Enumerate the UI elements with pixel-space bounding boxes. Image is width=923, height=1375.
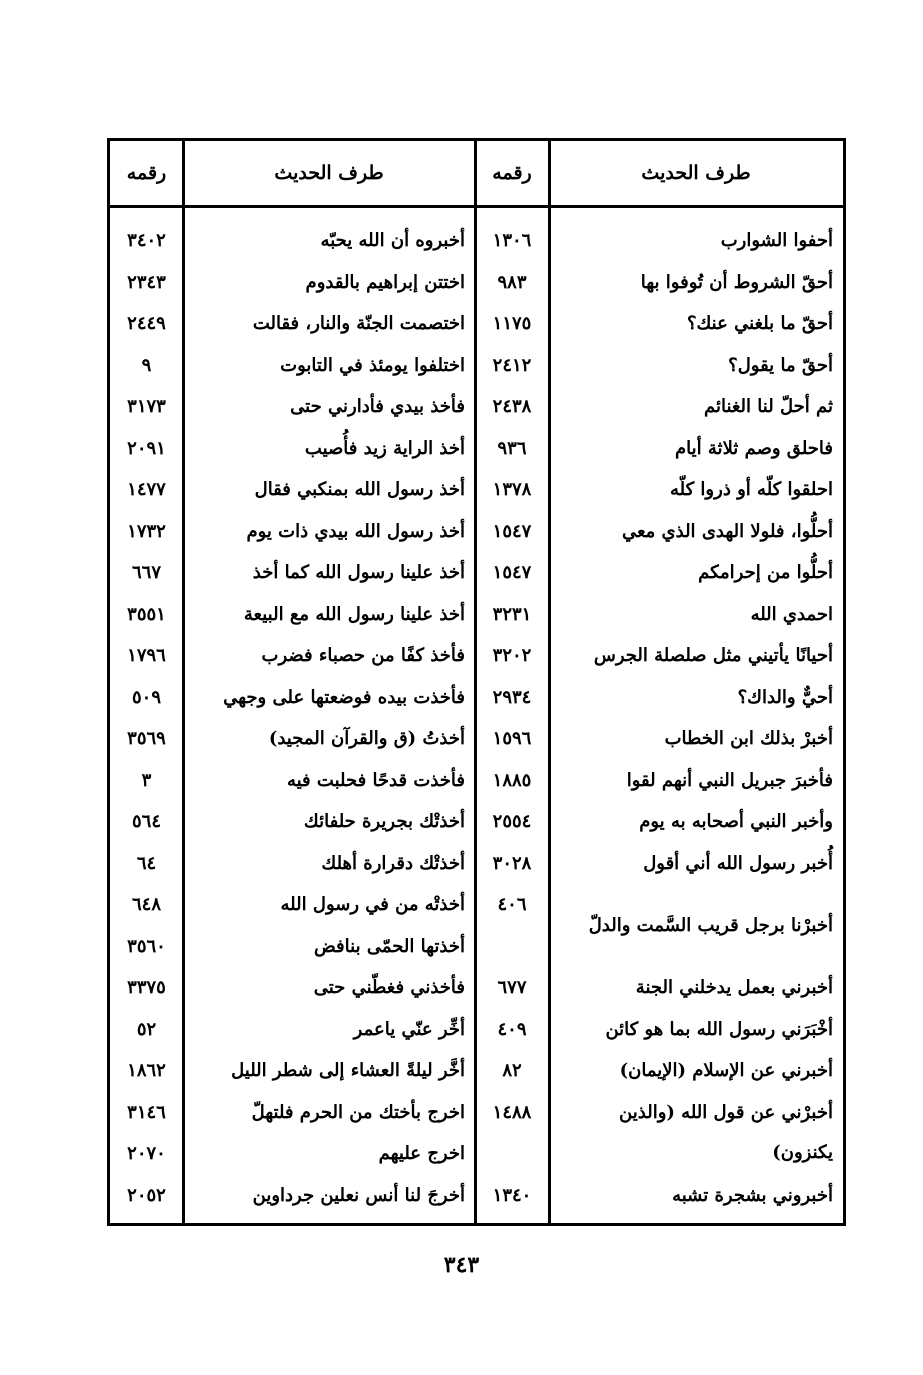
- table-row: [110, 303, 843, 345]
- hadith-number: ٩٣٦: [497, 437, 527, 459]
- table-row: [110, 469, 843, 511]
- hadith-text: أخبرني بعمل يدخلني الجنة: [635, 977, 833, 999]
- hadith-number: ١٥٤٧: [492, 520, 532, 542]
- hadith-number: ٢٠٧٠: [127, 1143, 166, 1165]
- index-table-frame: [107, 138, 846, 1226]
- hadith-number: ١٥٩٦: [492, 728, 532, 750]
- hadith-text: اختصمت الجنّة والنار، فقالت: [252, 313, 465, 335]
- hadith-number: ٩: [141, 354, 152, 376]
- hadith-text: أخذتُ (ق والقرآن المجيد): [268, 728, 465, 750]
- hadith-number: ٩٨٣: [497, 271, 527, 293]
- table-row: [110, 345, 843, 387]
- hadith-number: ١١٧٥: [492, 313, 532, 335]
- hadith-number: ٥٠٩: [131, 686, 161, 708]
- table-row: [110, 386, 843, 428]
- table-row: [110, 428, 843, 470]
- table-row: [110, 1050, 843, 1092]
- hadith-number: ١٣٠٦: [492, 230, 532, 252]
- hadith-number: ٣٥٥١: [127, 603, 166, 625]
- hadith-number: ٢٤٤٩: [127, 313, 166, 335]
- hadith-text: وأخبر النبي أصحابه به يوم: [639, 811, 833, 833]
- hadith-number: ٦٤٨: [131, 894, 161, 916]
- hadith-text: فأخذ كفًا من حصباء فضرب: [261, 645, 465, 667]
- table-row: [110, 511, 843, 553]
- header-number: رقمه: [475, 141, 549, 207]
- hadith-text: أخِّر عنّي ياعمر: [353, 1018, 465, 1040]
- hadith-text: أخذتْه من في رسول الله: [280, 894, 465, 916]
- hadith-text: أحقّ ما بلغني عنك؟: [686, 313, 833, 335]
- hadith-number: ٤٠٦: [497, 894, 527, 915]
- hadith-number: ١٧٩٦: [127, 645, 166, 667]
- table-row: [110, 594, 843, 636]
- table-row: [110, 843, 843, 885]
- hadith-number: ٢٠٥٢: [127, 1184, 166, 1206]
- hadith-text: أخْبَرَني رسول الله بما هو كائن: [605, 1018, 833, 1040]
- hadith-number: ١٣٤٠: [492, 1184, 532, 1206]
- hadith-text: احمدي الله: [750, 603, 833, 625]
- hadith-text: أحقّ الشروط أن تُوفوا بها: [640, 271, 833, 293]
- table-row: [110, 801, 843, 843]
- page-number: ٣٤٣: [443, 1252, 480, 1278]
- hadith-number: ٣٤٠٢: [127, 230, 166, 252]
- table-row: [110, 967, 843, 1009]
- hadith-number: ٣٢٣١: [492, 603, 532, 625]
- hadith-text: فاحلق وصم ثلاثة أيام: [675, 437, 833, 459]
- hadith-text: أخبروه أن الله يحبّه: [320, 230, 465, 252]
- table-row: [110, 718, 843, 760]
- hadith-number: ٣٥٦٩: [127, 728, 166, 750]
- hadith-text: فأخبرَ جبريل النبي أنهم لقوا: [626, 769, 833, 791]
- hadith-text: فأخذت قدحًا فحلبت فيه: [286, 769, 465, 791]
- hadith-text: أخبروني بشجرة تشبه: [672, 1184, 833, 1206]
- hadith-number: ٤٠٩: [497, 1018, 527, 1040]
- hadith-text: اخرج عليهم: [378, 1143, 465, 1165]
- hadith-text: فأخذت بيده فوضعتها على وجهي: [223, 686, 465, 708]
- hadith-number: ٢٤١٢: [492, 354, 532, 376]
- hadith-text: أحلُّوا، فلولا الهدى الذي معي: [621, 520, 833, 542]
- header-number: رقمه: [110, 141, 183, 207]
- hadith-number: ١٤٧٧: [127, 479, 166, 501]
- hadith-number: ١٧٣٢: [127, 520, 166, 542]
- hadith-text: أخذ الراية زيد فأُصيب: [304, 437, 465, 459]
- hadith-text: أخذ علينا رسول الله مع البيعة: [243, 603, 465, 625]
- hadith-text: أخذتْك بجريرة حلفائك: [303, 811, 465, 833]
- table-row: [110, 760, 843, 802]
- hadith-text: ثم أحلّ لنا الغنائم: [703, 396, 833, 418]
- hadith-text: أحفوا الشوارب: [720, 230, 833, 252]
- hadith-text: أخبرْ بذلك ابن الخطاب: [664, 728, 833, 750]
- hadith-text: أحيانًا يأتيني مثل صلصلة الجرس: [593, 645, 833, 667]
- hadith-number: ٢٠٩١: [127, 437, 166, 459]
- hadith-number: ٥٦٤: [131, 811, 161, 833]
- hadith-number: ٦٦٧: [131, 562, 161, 584]
- hadith-number: ٣: [141, 769, 152, 791]
- table-row: [110, 677, 843, 719]
- table-row: [110, 884, 843, 926]
- hadith-text: احلقوا كلّه أو ذروا كلّه: [669, 479, 833, 501]
- table-row: [110, 552, 843, 594]
- header-row: [110, 141, 843, 207]
- hadith-text: فأخذني فغطّني حتى: [313, 977, 465, 999]
- table-row: [110, 1009, 843, 1051]
- table-row: [110, 207, 843, 262]
- hadith-text: أخَّر ليلةً العشاء إلى شطر الليل: [231, 1060, 465, 1082]
- hadith-number: ٣٣٧٥: [127, 977, 166, 999]
- hadith-number: ١٨٨٥: [492, 769, 532, 791]
- hadith-text: أحيٌّ والداك؟: [737, 686, 833, 708]
- table-row: [110, 1175, 843, 1217]
- hadith-number: ٥٢: [136, 1018, 157, 1040]
- hadith-text: اختتن إبراهيم بالقدوم: [305, 271, 465, 293]
- hadith-number: ٣٢٠٢: [492, 645, 532, 667]
- hadith-number: ٣١٤٦: [127, 1101, 166, 1123]
- hadith-number: ٢٥٥٤: [492, 811, 532, 833]
- hadith-number: ٢٤٣٨: [492, 396, 532, 418]
- hadith-text: اخرج بأختك من الحرم فلتهلّ: [251, 1101, 465, 1123]
- hadith-number: ٣١٧٣: [127, 396, 166, 418]
- hadith-text: أحلُّوا من إحرامكم: [698, 562, 833, 584]
- hadith-text: أخبرْني عن قول الله (والذين يكنزون): [619, 1102, 833, 1163]
- hadith-number: ١٥٤٧: [492, 562, 532, 584]
- hadith-text: أخذ علينا رسول الله كما أخذ: [252, 562, 465, 584]
- hadith-index-table: [110, 141, 843, 1216]
- hadith-number: ١٨٦٢: [127, 1060, 166, 1082]
- hadith-number: ١٣٧٨: [492, 479, 532, 501]
- hadith-text: أحقّ ما يقول؟: [728, 354, 833, 376]
- hadith-text: أخذتْك دقرارة أهلك: [321, 852, 465, 874]
- hadith-text: أخرجَ لنا أنس نعلين جرداوين: [252, 1184, 465, 1206]
- hadith-number: ١٤٨٨: [492, 1101, 532, 1123]
- header-hadith-text: طرف الحديث: [183, 141, 475, 207]
- table-row: [110, 1092, 843, 1134]
- hadith-number: ٦٧٧: [497, 977, 527, 999]
- hadith-text: اختلفوا يومئذ في التابوت: [280, 354, 465, 376]
- hadith-number: ٢٣٤٣: [127, 271, 166, 293]
- hadith-text: أخبرني عن الإسلام (الإيمان): [619, 1060, 833, 1082]
- table-row: [110, 635, 843, 677]
- hadith-number: ٣٠٢٨: [492, 852, 532, 874]
- hadith-text: أخذ رسول الله بيدي ذات يوم: [246, 520, 465, 542]
- header-hadith-text: طرف الحديث: [549, 141, 843, 207]
- hadith-text: أخذتها الحمّى بنافض: [314, 935, 465, 957]
- hadith-text: أُخبر رسول الله أني أقول: [643, 852, 833, 874]
- hadith-number: ٣٥٦٠: [127, 935, 166, 957]
- hadith-text: فأخذ بيدي فأدارني حتى: [290, 396, 465, 418]
- hadith-number: ٨٢: [502, 1060, 522, 1082]
- table-row: [110, 262, 843, 304]
- hadith-number: ٦٤: [136, 852, 157, 874]
- hadith-text: أخبرْنا برجل قريب السَّمت والدلّ: [588, 914, 833, 936]
- hadith-text: أخذ رسول الله بمنكبي فقال: [254, 479, 465, 501]
- hadith-number: ٢٩٣٤: [492, 686, 532, 708]
